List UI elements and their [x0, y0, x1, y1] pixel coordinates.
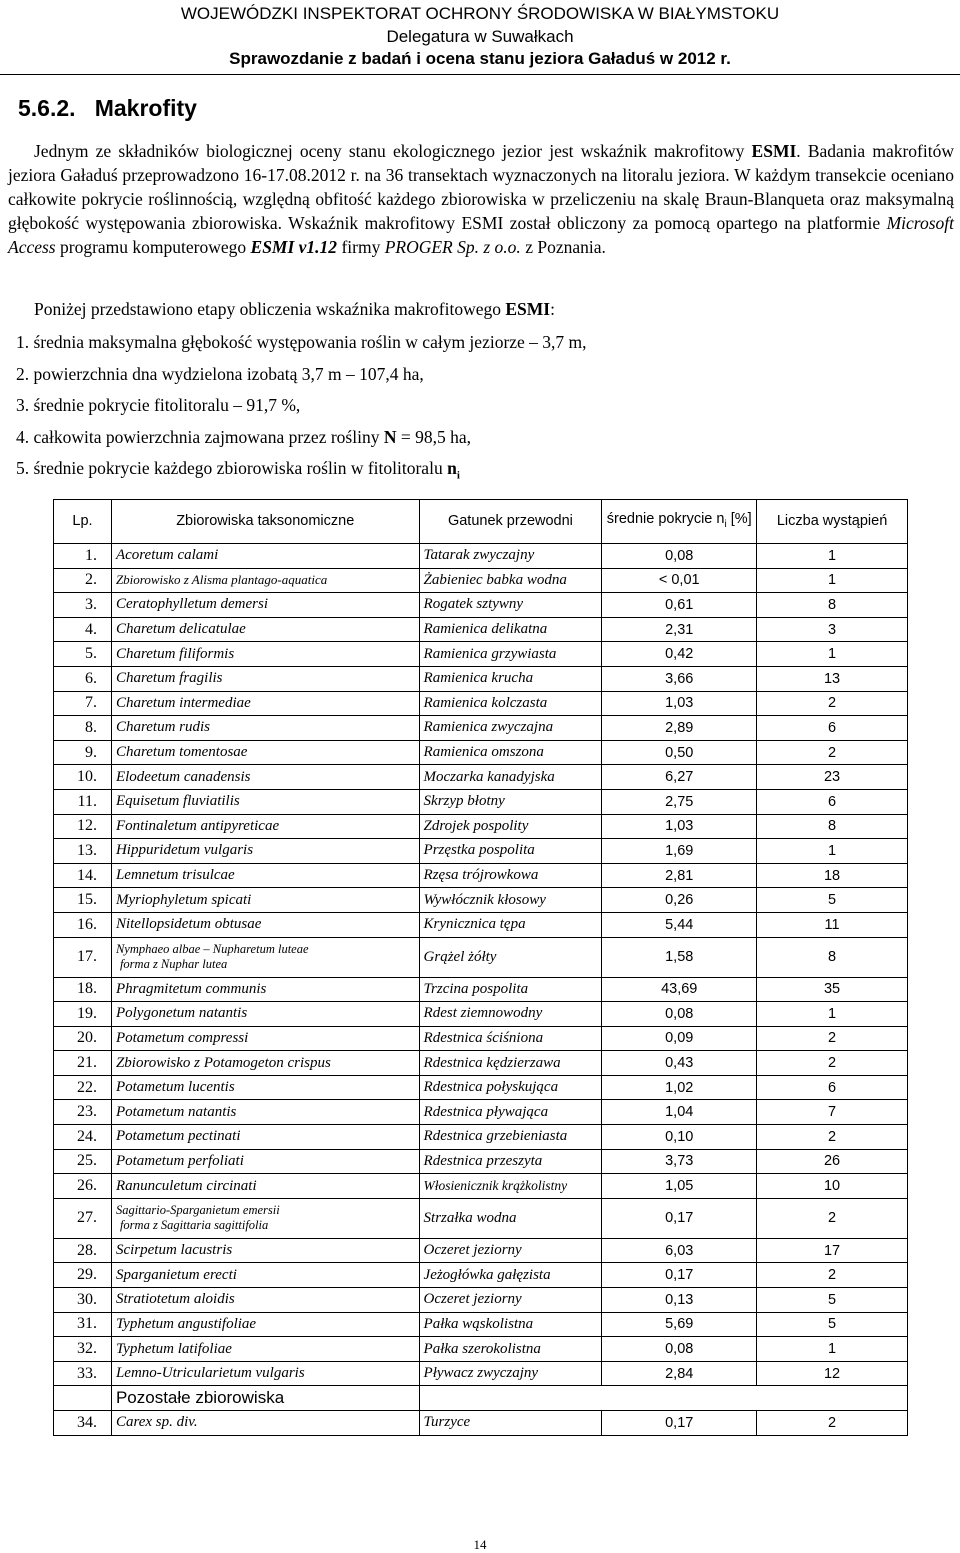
cell-lp: 30. [54, 1288, 112, 1313]
cell-occurrences: 35 [757, 977, 908, 1002]
cell-species: Rdestnica grzebieniasta [419, 1125, 602, 1150]
cell-community: Charetum fragilis [111, 666, 419, 691]
cell-occurrences: 1 [757, 839, 908, 864]
cell-coverage: 1,03 [602, 691, 757, 716]
cell-species: Jeżogłówka gałęzista [419, 1263, 602, 1288]
cell-occurrences: 17 [757, 1238, 908, 1263]
cell-coverage: 1,03 [602, 814, 757, 839]
table-row [54, 863, 908, 888]
cell-lp: 22. [54, 1075, 112, 1100]
cell-community: Charetum filiformis [111, 642, 419, 667]
cell-community: Elodeetum canadensis [111, 765, 419, 790]
step-item: 1. średnia maksymalna głębokość występowania roślin w całym jeziorze – 3,7 m, [16, 332, 587, 352]
steps-intro [34, 297, 555, 321]
cell-coverage: 6,27 [602, 765, 757, 790]
steps-list [16, 330, 587, 488]
cell-occurrences: 2 [757, 691, 908, 716]
para-company: PROGER Sp. z o.o. [384, 237, 521, 257]
cell-occurrences: 2 [757, 1263, 908, 1288]
cell-lp: 5. [54, 642, 112, 667]
cell-community: Lemnetum trisulcae [111, 863, 419, 888]
cell-community: Typhetum angustifoliae [111, 1312, 419, 1337]
table-row [54, 593, 908, 618]
cell-occurrences: 26 [757, 1149, 908, 1174]
cell-occurrences: 1 [757, 1002, 908, 1027]
section-title: 5.6.2. Makrofity [18, 95, 197, 121]
cell-species: Zdrojek pospolity [419, 814, 602, 839]
table-row [54, 1198, 908, 1238]
cell-occurrences: 1 [757, 568, 908, 593]
cell-community: Zbiorowisko z Potamogeton crispus [111, 1051, 419, 1076]
table-row [54, 1312, 908, 1337]
para-text: z Poznania. [520, 237, 606, 257]
cell-lp: 28. [54, 1238, 112, 1263]
cell-coverage: 0,08 [602, 1337, 757, 1362]
col-header-community: Zbiorowiska taksonomiczne [111, 500, 419, 544]
cell-species: Rdestnica kędzierzawa [419, 1051, 602, 1076]
cell-species: Moczarka kanadyjska [419, 765, 602, 790]
cell-community: Potametum pectinati [111, 1125, 419, 1150]
cell-occurrences: 11 [757, 912, 908, 937]
step-item: 3. średnie pokrycie fitolitoralu – 91,7 %, [16, 395, 301, 415]
cell-coverage: 1,69 [602, 839, 757, 864]
cell-species: Wywłócznik kłosowy [419, 888, 602, 913]
cell-lp: 2. [54, 568, 112, 593]
cell-lp: 33. [54, 1361, 112, 1386]
cell-community: Sagittario-Sparganietum emersii forma z Sagittaria sagittifolia [111, 1198, 419, 1238]
cell-species: Pałka szerokolistna [419, 1337, 602, 1362]
intro-esmi: ESMI [505, 299, 551, 319]
cell-empty [54, 1386, 112, 1411]
cell-community: Carex sp. div. [111, 1411, 419, 1436]
cell-community: Charetum rudis [111, 716, 419, 741]
cell-coverage: 0,17 [602, 1263, 757, 1288]
cell-coverage: 43,69 [602, 977, 757, 1002]
page-number: 14 [473, 1537, 487, 1552]
col-header-species: Gatunek przewodni [419, 500, 602, 544]
intro-text: Poniżej przedstawiono etapy obliczenia wskaźnika makrofitowego [34, 299, 506, 319]
cell-coverage: 0,17 [602, 1198, 757, 1238]
cell-species: Rdestnica pływająca [419, 1100, 602, 1125]
cell-occurrences: 8 [757, 814, 908, 839]
cell-occurrences: 1 [757, 544, 908, 569]
para-platform: Microsoft Access [8, 213, 954, 257]
cell-community: Myriophyletum spicati [111, 888, 419, 913]
table-row [54, 1288, 908, 1313]
para-text: Jednym ze składników biologicznej oceny stanu ekologicznego jezior jest wskaźnik makrofitowy [34, 141, 752, 161]
cell-lp: 10. [54, 765, 112, 790]
cell-community: Potametum compressi [111, 1026, 419, 1051]
cell-occurrences: 1 [757, 642, 908, 667]
table-subheading-row [54, 1386, 908, 1411]
cell-species: Ramienica zwyczajna [419, 716, 602, 741]
cell-lp: 13. [54, 839, 112, 864]
cell-species: Oczeret jeziorny [419, 1288, 602, 1313]
table-row [54, 666, 908, 691]
cell-species: Krynicznica tępa [419, 912, 602, 937]
cell-species: Grążel żółty [419, 937, 602, 977]
cell-coverage: 5,69 [602, 1312, 757, 1337]
cell-coverage: 2,84 [602, 1361, 757, 1386]
table-row [54, 1337, 908, 1362]
cell-coverage: 3,73 [602, 1149, 757, 1174]
table-row [54, 1100, 908, 1125]
cell-community: Potametum natantis [111, 1100, 419, 1125]
table-row [54, 1002, 908, 1027]
table-row [54, 839, 908, 864]
table-row [54, 789, 908, 814]
cell-community: Zbiorowisko z Alisma plantago-aquatica [111, 568, 419, 593]
cell-community: Nitellopsidetum obtusae [111, 912, 419, 937]
table-row [54, 1026, 908, 1051]
cell-occurrences: 2 [757, 1051, 908, 1076]
cell-species: Rdestnica przeszyta [419, 1149, 602, 1174]
cell-species: Pałka wąskolistna [419, 1312, 602, 1337]
cell-lp: 1. [54, 544, 112, 569]
cell-occurrences: 10 [757, 1174, 908, 1199]
cell-lp: 3. [54, 593, 112, 618]
cell-coverage: 0,61 [602, 593, 757, 618]
cell-lp: 29. [54, 1263, 112, 1288]
cell-community: Sparganietum erecti [111, 1263, 419, 1288]
cell-community: Fontinaletum antipyreticae [111, 814, 419, 839]
cell-community: Polygonetum natantis [111, 1002, 419, 1027]
macrophyte-table [53, 499, 908, 1436]
cell-lp: 4. [54, 617, 112, 642]
header-delegation: Delegatura w Suwałkach [386, 27, 574, 46]
cell-coverage: 1,04 [602, 1100, 757, 1125]
table-row [54, 1075, 908, 1100]
intro-end: : [550, 299, 555, 319]
cell-coverage: 5,44 [602, 912, 757, 937]
cell-occurrences: 18 [757, 863, 908, 888]
cell-coverage: 1,02 [602, 1075, 757, 1100]
cell-species: Rzęsa trójrowkowa [419, 863, 602, 888]
cell-occurrences: 6 [757, 716, 908, 741]
cell-occurrences: 2 [757, 1125, 908, 1150]
cell-community: Hippuridetum vulgaris [111, 839, 419, 864]
cell-coverage: 2,31 [602, 617, 757, 642]
cell-species: Turzyce [419, 1411, 602, 1436]
cell-species: Ramienica delikatna [419, 617, 602, 642]
table-row [54, 568, 908, 593]
table-row [54, 1238, 908, 1263]
cell-lp: 21. [54, 1051, 112, 1076]
para-text: . Badania makrofitów jeziora Gaładuś przeprowadzono 16-17.08.2012 r. na 36 transektach wyznaczonych na litoralu jeziora. W każdym transekcie oceniano całkowite pokrycie roślinnością, względną obfitość każdego zbiorowiska w przeliczeniu na skalę Braun-Blanqueta oraz maksymalną głębokość występowania zbiorowiska. Wskaźnik makrofitowy ESMI został obliczony za pomocą opartego na platformie [8, 141, 955, 233]
cell-lp: 6. [54, 666, 112, 691]
cell-coverage: 0,09 [602, 1026, 757, 1051]
table-row [54, 765, 908, 790]
table-row [54, 937, 908, 977]
cell-occurrences: 8 [757, 593, 908, 618]
header-report-title: Sprawozdanie z badań i ocena stanu jeziora Gaładuś w 2012 r. [229, 49, 731, 68]
cell-lp: 8. [54, 716, 112, 741]
cell-species: Rdest ziemnowodny [419, 1002, 602, 1027]
cell-community: Acoretum calami [111, 544, 419, 569]
cell-species: Ramienica kolczasta [419, 691, 602, 716]
cell-community: Stratiotetum aloidis [111, 1288, 419, 1313]
cell-coverage: 6,03 [602, 1238, 757, 1263]
cell-coverage: 0,50 [602, 740, 757, 765]
cell-occurrences: 2 [757, 740, 908, 765]
cell-lp: 18. [54, 977, 112, 1002]
cell-species: Rogatek sztywny [419, 593, 602, 618]
cell-coverage: 2,89 [602, 716, 757, 741]
cell-occurrences: 1 [757, 1337, 908, 1362]
table-row [54, 544, 908, 569]
cell-species: Rdestnica ściśniona [419, 1026, 602, 1051]
cell-community: Potametum perfoliati [111, 1149, 419, 1174]
cell-community: Ranunculetum circinati [111, 1174, 419, 1199]
cell-coverage: 0,08 [602, 1002, 757, 1027]
cell-lp: 20. [54, 1026, 112, 1051]
cell-coverage: 3,66 [602, 666, 757, 691]
cell-species: Rdestnica połyskująca [419, 1075, 602, 1100]
cell-occurrences: 2 [757, 1411, 908, 1436]
cell-species: Pływacz zwyczajny [419, 1361, 602, 1386]
cell-species: Tatarak zwyczajny [419, 544, 602, 569]
cell-community: Nymphaeo albae – Nupharetum luteae forma z Nuphar lutea [111, 937, 419, 977]
cell-occurrences: 3 [757, 617, 908, 642]
cell-lp: 9. [54, 740, 112, 765]
table-row [54, 1411, 908, 1436]
cell-community: Phragmitetum communis [111, 977, 419, 1002]
cell-lp: 26. [54, 1174, 112, 1199]
cell-coverage: 0,08 [602, 544, 757, 569]
cell-species: Żabieniec babka wodna [419, 568, 602, 593]
table-row [54, 691, 908, 716]
step-item: 5. średnie pokrycie każdego zbiorowiska roślin w fitolitoralu $n_i$ [16, 458, 460, 482]
cell-occurrences: 12 [757, 1361, 908, 1386]
cell-lp: 15. [54, 888, 112, 913]
cell-occurrences: 5 [757, 888, 908, 913]
table-row [54, 1051, 908, 1076]
cell-occurrences: 7 [757, 1100, 908, 1125]
table-row [54, 642, 908, 667]
cell-coverage: 0,10 [602, 1125, 757, 1150]
cell-occurrences: 5 [757, 1312, 908, 1337]
cell-coverage: 1,58 [602, 937, 757, 977]
cell-lp: 34. [54, 1411, 112, 1436]
table-row [54, 1174, 908, 1199]
cell-species: Strzałka wodna [419, 1198, 602, 1238]
cell-lp: 31. [54, 1312, 112, 1337]
cell-lp: 32. [54, 1337, 112, 1362]
table-row [54, 1263, 908, 1288]
cell-occurrences: 2 [757, 1198, 908, 1238]
cell-species: Ramienica krucha [419, 666, 602, 691]
para-text: programu komputerowego [55, 237, 251, 257]
cell-coverage: 0,17 [602, 1411, 757, 1436]
step-item: 2. powierzchnia dna wydzielona izobatą 3,7 m – 107,4 ha, [16, 363, 424, 384]
step-item: 4. całkowita powierzchnia zajmowana przez rośliny N = 98,5 ha, [16, 426, 471, 447]
cell-community: Charetum intermediae [111, 691, 419, 716]
cell-occurrences: 23 [757, 765, 908, 790]
cell-community: Equisetum fluviatilis [111, 789, 419, 814]
cell-coverage: < 0,01 [602, 568, 757, 593]
cell-coverage: 0,13 [602, 1288, 757, 1313]
col-header-coverage: średnie pokrycie $n_i$ [%] [602, 500, 757, 544]
cell-occurrences: 13 [757, 666, 908, 691]
table-row [54, 814, 908, 839]
cell-species: Trzcina pospolita [419, 977, 602, 1002]
cell-occurrences: 6 [757, 789, 908, 814]
cell-coverage: 0,43 [602, 1051, 757, 1076]
cell-lp: 7. [54, 691, 112, 716]
table-row [54, 1149, 908, 1174]
cell-community: Potametum lucentis [111, 1075, 419, 1100]
para-esmi: ESMI [751, 141, 797, 161]
cell-species: Przęstka pospolita [419, 839, 602, 864]
table-row [54, 740, 908, 765]
table-subheading: Pozostałe zbiorowiska [111, 1386, 419, 1411]
cell-species: Ramienica grzywiasta [419, 642, 602, 667]
table-row [54, 716, 908, 741]
table-row [54, 617, 908, 642]
cell-coverage: 0,42 [602, 642, 757, 667]
cell-occurrences: 6 [757, 1075, 908, 1100]
para-program: ESMI v1.12 [250, 237, 338, 257]
cell-species: Włosienicznik krążkolistny [419, 1174, 602, 1199]
cell-lp: 14. [54, 863, 112, 888]
cell-lp: 12. [54, 814, 112, 839]
cell-community: Scirpetum lacustris [111, 1238, 419, 1263]
table-row [54, 977, 908, 1002]
table-row [54, 888, 908, 913]
cell-coverage: 0,26 [602, 888, 757, 913]
cell-lp: 24. [54, 1125, 112, 1150]
table-row [54, 912, 908, 937]
header-divider [0, 74, 960, 75]
cell-lp: 27. [54, 1198, 112, 1238]
col-header-occurrences: Liczba wystąpień [757, 500, 908, 544]
para-text: firmy [337, 237, 385, 257]
cell-lp: 23. [54, 1100, 112, 1125]
cell-occurrences: 5 [757, 1288, 908, 1313]
cell-community: Lemno-Utricularietum vulgaris [111, 1361, 419, 1386]
cell-coverage: 2,81 [602, 863, 757, 888]
cell-lp: 17. [54, 937, 112, 977]
body-paragraph [8, 139, 954, 259]
cell-lp: 11. [54, 789, 112, 814]
table-row [54, 1125, 908, 1150]
header-institution: WOJEWÓDZKI INSPEKTORAT OCHRONY ŚRODOWISKA W BIAŁYMSTOKU [180, 4, 780, 23]
cell-occurrences: 8 [757, 937, 908, 977]
cell-lp: 16. [54, 912, 112, 937]
cell-community: Charetum delicatulae [111, 617, 419, 642]
cell-species: Ramienica omszona [419, 740, 602, 765]
cell-species: Skrzyp błotny [419, 789, 602, 814]
table-row [54, 1361, 908, 1386]
cell-lp: 19. [54, 1002, 112, 1027]
cell-coverage: 1,05 [602, 1174, 757, 1199]
cell-occurrences: 2 [757, 1026, 908, 1051]
table-header-row [54, 500, 908, 544]
cell-coverage: 2,75 [602, 789, 757, 814]
col-header-lp: Lp. [54, 500, 112, 544]
cell-community: Charetum tomentosae [111, 740, 419, 765]
cell-species: Oczeret jeziorny [419, 1238, 602, 1263]
cell-community: Typhetum latifoliae [111, 1337, 419, 1362]
cell-community: Ceratophylletum demersi [111, 593, 419, 618]
cell-lp: 25. [54, 1149, 112, 1174]
cell-empty [419, 1386, 907, 1411]
